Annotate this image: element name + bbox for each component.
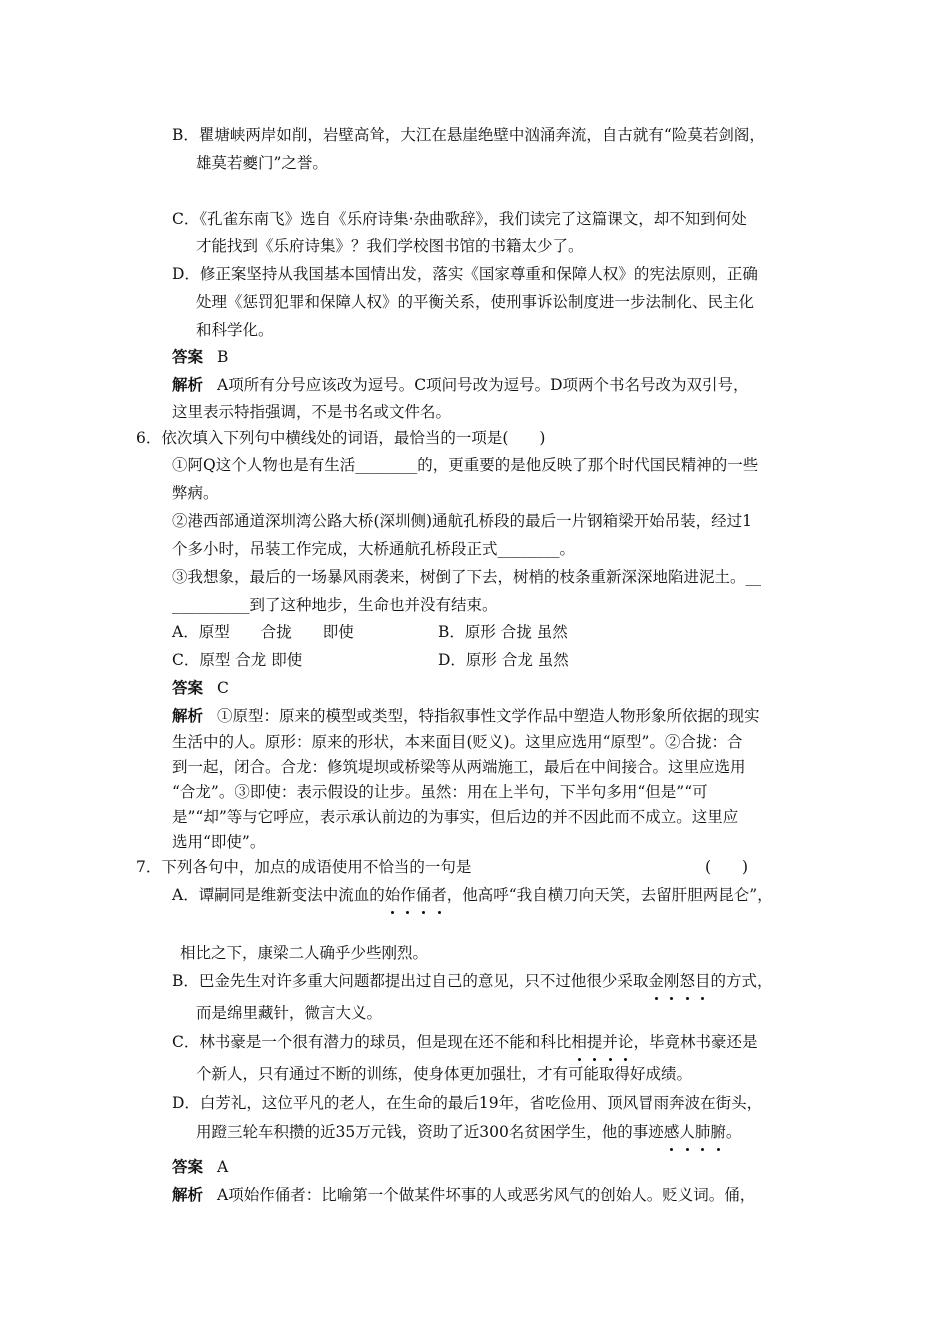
text-segment: 的方式， [710, 972, 773, 990]
dotted-char: 人 [679, 1123, 695, 1141]
q6-option-b: B．原形 合拢 虽然 [438, 623, 568, 641]
analysis-text: ①原型：原来的模型或类型，特指叙事性文学作品中塑造人物形象所依据的现实 [217, 707, 760, 725]
text-segment: C．林书豪是一个很有潜力的球员，但是现在还不能和科比 [172, 1033, 572, 1051]
q6-sentence2-line1: ②港西部通道深圳湾公路大桥(深圳侧)通航孔桥段的最后一片钢箱梁开始吊装，经过1 [172, 512, 752, 530]
q6-option-d: D．原形 合龙 虽然 [438, 651, 569, 669]
dotted-char: 并 [602, 1033, 618, 1051]
q7-answer [172, 1157, 228, 1177]
dotted-char: 论 [617, 1033, 634, 1051]
dotted-char: 感 [663, 1123, 680, 1141]
q6-answer [172, 678, 229, 698]
dotted-idiom [571, 1033, 633, 1051]
analysis-label: 解析 [172, 707, 204, 725]
dotted-idiom [664, 1123, 726, 1141]
q6-stem: 6．依次填入下列句中横线处的词语，最恰当的一项是( ) [136, 429, 546, 447]
q7-option-c-line2: 个新人，只有通过不断的训练，使身体更加强壮，才有可能取得好成绩。 [196, 1065, 693, 1083]
q7-option-d-line1: D．白芳礼，这位平凡的老人，在生命的最后19年，省吃俭用、顶风冒雨奔波在街头， [172, 1094, 763, 1112]
q5-option-c-line2: 才能找到《乐府诗集》？我们学校图书馆的书籍太少了。 [196, 237, 584, 255]
q6-analysis-line1 [172, 706, 760, 726]
q6-analysis-line5: 是”“却”等与它呼应，表示承认前边的为事实，但后边的并不因此而不成立。这里应 [172, 808, 739, 826]
q5-option-c-line1: C．《孔雀东南飞》选自《乐府诗集·杂曲歌辞》，我们读完了这篇课文，却不知到何处 [172, 210, 747, 228]
text-segment: 用蹬三轮车积攒的近35万元钱，资助了近300名贫困学生，他的事迹 [196, 1123, 664, 1141]
q7-answer-paren: ( ) [705, 858, 749, 876]
q6-analysis-line6: 选用“即使”。 [172, 833, 266, 851]
dotted-char: 肺 [694, 1123, 711, 1141]
dotted-char: 俑 [415, 886, 432, 904]
q5-answer [172, 347, 228, 367]
dotted-char: 金 [648, 972, 664, 990]
q6-option-a: A．原型 合拢 即使 [172, 623, 354, 641]
q6-sentence3-line1: ③我想象，最后的一场暴风雨袭来，树倒了下去，树梢的枝条重新深深地陷进泥土。__ [172, 568, 762, 586]
q6-sentence2-line2: 个多小时，吊装工作完成，大桥通航孔桥段正式________。 [172, 540, 576, 558]
dotted-char: 始 [384, 886, 401, 904]
dotted-char: 刚 [663, 972, 680, 990]
answer-label: 答案 [172, 1158, 204, 1176]
analysis-label: 解析 [172, 1186, 204, 1204]
q7-option-b-line1 [172, 971, 772, 991]
q5-option-b-line2: 雄莫若夔门”之誉。 [196, 154, 328, 172]
answer-value: B [217, 348, 229, 366]
answer-value: C [217, 679, 229, 697]
q5-option-d-line2: 处理《惩罚犯罪和保障人权》的平衡关系，使刑事诉讼制度进一步法制化、民主化 [196, 293, 755, 311]
text-segment: ，他高呼“我自横刀向天笑，去留肝胆两昆仑”， [446, 886, 773, 904]
q5-analysis-line1 [172, 375, 749, 395]
q5-option-d-line3: 和科学化。 [196, 321, 274, 339]
q6-analysis-line3: 到一起，闭合。合龙：修筑堤坝或桥梁等从两端施工，最后在中间接合。这里应选用 [172, 758, 746, 776]
q7-option-c-line1 [172, 1032, 757, 1052]
q6-analysis-line2: 生活中的人。原形：原来的形状，本来面目(贬义)。这里应选用“原型”。②合拢：合 [172, 733, 743, 751]
q7-option-a-line2: 相比之下，康梁二人确乎少些刚烈。 [180, 944, 429, 962]
dotted-idiom [648, 972, 710, 990]
q7-analysis-line1 [172, 1185, 755, 1205]
answer-label: 答案 [172, 679, 204, 697]
dotted-char: 者 [431, 886, 447, 904]
dotted-char: 作 [400, 886, 416, 904]
q6-sentence3-line2: __________到了这种地步，生命也并没有结束。 [172, 596, 498, 614]
q6-analysis-line4: “合龙”。③即使：表示假设的让步。虽然：用在上半句，下半句多用“但是”“可 [172, 783, 708, 801]
q6-sentence1-line2: 弊病。 [172, 484, 219, 502]
q7-option-a-line1 [172, 885, 773, 905]
q7-option-d-line2 [196, 1122, 741, 1142]
q5-analysis-line2: 这里表示特指强调，不是书名或文件名。 [172, 403, 452, 421]
q5-option-d-line1: D．修正案坚持从我国基本国情出发，落实《国家尊重和保障人权》的宪法原则，正确 [172, 265, 758, 283]
text-segment: A．谭嗣同是维新变法中流血的 [172, 886, 385, 904]
dotted-idiom [385, 886, 447, 904]
text-segment: 。 [725, 1123, 742, 1141]
dotted-char: 提 [586, 1033, 603, 1051]
dotted-char: 目 [694, 972, 711, 990]
q7-option-b-line2: 而是绵里藏针，微言大义。 [196, 1004, 383, 1022]
q6-option-c: C．原型 合龙 即使 [172, 651, 303, 669]
q5-option-b-line1: B．瞿塘峡两岸如削，岩壁高耸，大江在悬崖绝壁中汹涌奔流，自古就有“险莫若剑阁， [172, 126, 765, 144]
answer-label: 答案 [172, 348, 204, 366]
dotted-char: 相 [571, 1033, 587, 1051]
analysis-label: 解析 [172, 376, 204, 394]
dotted-char: 腑 [710, 1123, 726, 1141]
q6-sentence1-line1: ①阿Q这个人物也是有生活________的，更重要的是他反映了那个时代国民精神的一些 [172, 456, 759, 474]
text-segment: ，毕竟林书豪还是 [633, 1033, 758, 1051]
dotted-char: 怒 [679, 972, 695, 990]
analysis-text: A项始作俑者：比喻第一个做某件坏事的人或恶劣风气的创始人。贬义词。俑， [217, 1186, 756, 1204]
q7-stem: 7．下列各句中，加点的成语使用不恰当的一句是 [136, 858, 472, 876]
text-segment: B．巴金先生对许多重大问题都提出过自己的意见，只不过他很少采取 [172, 972, 649, 990]
analysis-text: A项所有分号应该改为逗号。C项问号改为逗号。D项两个书名号改为双引号， [217, 376, 749, 394]
answer-value: A [217, 1158, 229, 1176]
